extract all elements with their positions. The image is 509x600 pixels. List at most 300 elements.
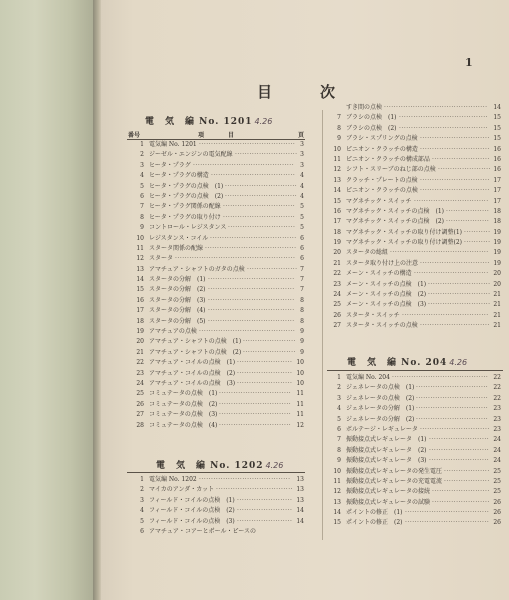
entry-number: 10 (136, 234, 144, 242)
toc-list-1201 (132, 140, 304, 431)
toc-entry (329, 217, 501, 227)
entry-title: スタータ・スイッチの点検 (346, 322, 418, 330)
leader-dots: ··································· (405, 519, 490, 527)
entry-page: 5 (300, 213, 304, 221)
entry-title: ジェネレータの分解 (2) (346, 415, 415, 423)
entry-page: 23 (493, 425, 501, 433)
entry-page: 22 (493, 394, 501, 402)
entry-title: 振動接点式レギュレータ (1) (346, 436, 427, 444)
entry-number: 12 (333, 166, 341, 174)
entry-title: マイカのアンダ・カット (149, 486, 215, 494)
entry-title: 振動接点式レギュレータの試験 (346, 498, 431, 506)
toc-entry (329, 300, 501, 310)
entry-number: 27 (333, 322, 341, 330)
toc-entry (132, 358, 304, 368)
leader-dots: ··································· (211, 172, 296, 180)
leader-dots: ·················· (446, 207, 490, 215)
leader-dots: ····································· (399, 124, 489, 132)
toc-entry (329, 456, 501, 466)
entry-title: ヒータ・プラグの点検 (1) (149, 182, 224, 190)
entry-page: 25 (493, 488, 501, 496)
toc-entry (329, 290, 501, 300)
leader-dots: ·················································· (175, 255, 296, 263)
entry-number: 28 (136, 421, 144, 429)
entry-number: 22 (333, 270, 341, 278)
entry-title: コミュテータの点検 (3) (149, 411, 218, 419)
entry-page: 17 (493, 176, 501, 184)
entry-number: 20 (136, 338, 144, 346)
entry-page: 18 (493, 218, 501, 226)
entry-number: 17 (333, 218, 341, 226)
entry-number: 26 (333, 311, 341, 319)
entry-title: シフト・スリーブのねじ部の点検 (346, 166, 436, 174)
entry-title: ヒータ・プラグの点検 (2) (149, 192, 224, 200)
entry-title: ボルテージ・レギュレータ (346, 425, 418, 433)
toc-entry (329, 113, 501, 123)
entry-page: 5 (300, 224, 304, 232)
leader-dots: ································ (216, 486, 294, 494)
entry-page: 10 (296, 369, 304, 377)
entry-page: 3 (300, 151, 304, 159)
leader-dots: ··········································· (384, 104, 488, 111)
toc-entry (132, 254, 304, 264)
toc-entry (132, 285, 304, 295)
entry-number: 19 (136, 328, 144, 336)
entry-number: 5 (140, 517, 144, 525)
leader-dots: ······················· (237, 359, 293, 367)
entry-number: 14 (333, 187, 341, 195)
entry-title: コミュテータの点検 (4) (149, 421, 218, 429)
toc-entry (329, 425, 501, 435)
entry-title: 振動接点式レギュレータの発生電圧 (346, 467, 443, 475)
toc-entry (329, 238, 501, 248)
leader-dots: ···································· (208, 296, 295, 304)
leader-dots: ······················ (438, 166, 491, 174)
section-rule-1202 (127, 472, 305, 473)
toc-entry (132, 140, 304, 150)
entry-title: アマチュア・コイルの点検 (3) (149, 379, 236, 387)
entry-page: 21 (493, 291, 501, 299)
entry-page: 15 (493, 135, 501, 143)
entry-title: スタータの分解 (5) (149, 317, 206, 325)
entry-page: 8 (300, 317, 304, 325)
toc-entry (329, 259, 501, 269)
entry-page: 19 (493, 259, 501, 267)
toc-entry (329, 134, 501, 144)
entry-title: スタータの分解 (4) (149, 307, 206, 315)
entry-title: クラッチ・プレートの点検 (346, 176, 418, 184)
entry-page: 5 (300, 203, 304, 211)
entry-page: 21 (493, 301, 501, 309)
entry-page: 25 (493, 477, 501, 485)
toc-entry (329, 103, 501, 113)
leader-dots: ········································ (199, 141, 296, 148)
section-title-204: 電 気 編 No. 204 (347, 358, 448, 368)
entry-number: 5 (140, 182, 144, 190)
leader-dots: ······························ (219, 390, 292, 398)
leader-dots: ···································· (208, 307, 295, 315)
entry-title: マグネチック・スイッチの取り付け調整(2) (346, 239, 463, 247)
entry-page: 3 (300, 141, 304, 148)
toc-entry (329, 145, 501, 155)
entry-title: スタータの分解 (1) (149, 276, 206, 284)
entry-title: ヒータ・プラグの構造 (149, 172, 209, 180)
leader-dots: ····························· (420, 176, 490, 184)
toc-list-1202 (132, 475, 304, 537)
entry-number: 10 (333, 145, 341, 153)
leader-dots: ······························ (225, 192, 298, 200)
entry-number: 13 (136, 265, 144, 273)
entry-number: 15 (333, 519, 341, 527)
entry-title: すき間の点検 (346, 104, 383, 111)
leader-dots: ························ (432, 498, 490, 506)
entry-number: 11 (333, 477, 341, 485)
entry-title: アマチュア・シャフトの点検 (2) (149, 348, 242, 356)
entry-number: 12 (136, 255, 144, 263)
toc-entry (132, 275, 304, 285)
toc-entry (329, 498, 501, 508)
toc-entry (132, 150, 304, 160)
toc-entry (132, 337, 304, 347)
toc-entry (329, 197, 501, 207)
entry-page: 12 (296, 421, 304, 429)
leader-dots: ······························ (219, 411, 292, 419)
toc-entry (329, 165, 501, 175)
leader-dots: ···························· (228, 224, 296, 232)
entry-title: メーン・スイッチの点検 (2) (346, 291, 427, 299)
entry-number: 16 (136, 296, 144, 304)
entry-number: 11 (333, 155, 341, 163)
section-rule-204 (327, 370, 503, 371)
toc-entry (132, 400, 304, 410)
entry-page: 9 (300, 328, 304, 336)
entry-title: マグネチック・スイッチの取り付け調整(1) (346, 228, 463, 236)
entry-page: 8 (300, 307, 304, 315)
toc-entry (329, 186, 501, 196)
toc-entry (132, 517, 304, 527)
toc-entry (329, 280, 501, 290)
leader-dots: ······················ (243, 338, 296, 346)
leader-dots: ······························ (223, 203, 296, 211)
entry-title: ジェネレータの分解 (1) (346, 405, 415, 413)
entry-number: 6 (140, 192, 144, 200)
entry-title: スタータの分解 (2) (149, 286, 206, 294)
entry-number: 24 (333, 291, 341, 299)
leader-dots: ························· (429, 446, 490, 454)
leader-dots: ························ (432, 488, 490, 496)
entry-page: 14 (296, 507, 304, 515)
entry-page: 7 (300, 276, 304, 284)
handwritten-date-204: 4.26 (449, 358, 468, 367)
entry-page: 21 (493, 311, 501, 319)
entry-page: 8 (300, 296, 304, 304)
entry-number: 18 (333, 228, 341, 236)
toc-entry (329, 248, 501, 258)
entry-title: スタータ関係の配線 (149, 244, 204, 252)
entry-title: マグネチック・スイッチの点検 (1) (346, 207, 445, 215)
leader-dots: ··················· (444, 467, 490, 475)
toc-entry (329, 508, 501, 518)
entry-title: フィールド・コイルの点検 (1) (149, 496, 235, 504)
entry-number: 19 (333, 239, 341, 247)
entry-page: 6 (300, 255, 304, 263)
toc-entry (329, 155, 501, 165)
toc-entry (132, 161, 304, 171)
entry-page: 10 (296, 359, 304, 367)
leader-dots: ···································· (208, 276, 295, 284)
entry-page: 4 (300, 172, 304, 180)
leader-dots: ····································· (399, 114, 489, 122)
entry-title: スタータ取り付け上の注意 (346, 259, 419, 267)
entry-page: 9 (300, 348, 304, 356)
leader-dots: ························· (429, 436, 490, 444)
handwritten-date-1201: 4.26 (254, 117, 273, 126)
entry-title: ポイントの修正 (1) (346, 509, 403, 517)
entry-title: スタータ・スイッチ (346, 311, 400, 319)
entry-number: 23 (333, 280, 341, 288)
leader-dots: ··········· (464, 228, 491, 236)
page-title: 目次 (257, 83, 384, 101)
entry-number: 17 (136, 307, 144, 315)
leader-dots: ····························· (420, 145, 490, 153)
entry-title: ブラシの点検 (2) (346, 124, 397, 132)
leader-dots: ····························· (420, 425, 490, 433)
entry-title: 振動接点式レギュレータの接続 (346, 488, 431, 496)
section-heading-1202 (156, 458, 283, 471)
entry-title: アマチュアの点検 (149, 328, 197, 336)
section-heading-1201 (145, 114, 272, 127)
entry-number: 8 (337, 124, 341, 132)
entry-title: スタータの総組 (346, 249, 389, 257)
entry-page: 16 (493, 155, 501, 163)
entry-page: 19 (493, 228, 501, 236)
entry-title: スタータ (149, 255, 174, 263)
section-title-1201: 電 気 編 No. 1201 (145, 117, 253, 127)
entry-title: アマチュア・シャフトのガタの点検 (149, 265, 245, 273)
entry-number: 2 (140, 486, 144, 494)
toc-entry (132, 506, 304, 516)
toc-entry (132, 202, 304, 212)
entry-page: 17 (493, 197, 501, 205)
entry-page: 14 (296, 517, 304, 525)
section-title-1202: 電 気 編 No. 1202 (156, 461, 264, 471)
entry-title: 電気編 No. 204 (346, 374, 390, 381)
leader-dots: ····························· (420, 187, 490, 195)
entry-page: 15 (493, 124, 501, 132)
leader-dots: ·········································· (193, 161, 295, 169)
toc-entry (132, 192, 304, 202)
entry-number: 27 (136, 411, 144, 419)
entry-page: 26 (493, 519, 501, 527)
leader-dots: ····························· (420, 322, 490, 330)
entry-number: 14 (136, 276, 144, 284)
entry-title: ピニオン・クラッチの構成部品 (346, 155, 430, 163)
entry-page: 22 (493, 374, 501, 381)
entry-title: メーン・スイッチの点検 (1) (346, 280, 427, 288)
entry-title: ピニオン・クラッチの点検 (346, 187, 418, 195)
entry-number: 3 (337, 394, 341, 402)
leader-dots: ······················· (237, 496, 293, 504)
entry-number: 12 (333, 488, 341, 496)
entry-page: 18 (493, 207, 501, 215)
entry-page: 11 (296, 390, 304, 398)
leader-dots: ······························ (416, 405, 489, 413)
entry-page: 23 (493, 415, 501, 423)
toc-entry (132, 475, 304, 485)
entry-page: 22 (493, 384, 501, 392)
toc-entry (329, 518, 501, 528)
toc-entry (132, 234, 304, 244)
entry-title: マグネチック・スイッチの点検 (2) (346, 218, 445, 226)
entry-title: フィールド・コイルの点検 (2) (149, 507, 235, 515)
entry-page: 11 (296, 400, 304, 408)
toc-entry (132, 317, 304, 327)
entry-page: 20 (493, 270, 501, 278)
toc-page (101, 0, 509, 600)
entry-page: 4 (300, 192, 304, 200)
entry-number: 18 (136, 317, 144, 325)
entry-page: 24 (493, 457, 501, 465)
toc-entry (329, 124, 501, 134)
leader-dots: ········································· (390, 249, 489, 257)
leader-dots: ······································ (199, 476, 291, 483)
entry-number: 5 (337, 415, 341, 423)
toc-entry (329, 383, 501, 393)
entry-number: 3 (140, 161, 144, 169)
entry-number: 4 (140, 507, 144, 515)
toc-entry (329, 415, 501, 425)
leader-dots: ······································ (205, 244, 297, 252)
entry-page: 14 (493, 104, 501, 111)
entry-title: マグネチック・スイッチ (346, 197, 412, 205)
leader-dots: ·················· (446, 218, 490, 226)
toc-entry (132, 389, 304, 399)
entry-number: 21 (333, 259, 341, 267)
leader-dots: ······························ (416, 394, 489, 402)
column-divider (322, 110, 323, 540)
leader-dots: ······························ (416, 415, 489, 423)
leader-dots: ······························ (219, 400, 292, 408)
entry-title: ピニオン・クラッチの構造 (346, 145, 418, 153)
entry-page: 6 (300, 244, 304, 252)
entry-title: ジェネレータの点検 (2) (346, 394, 415, 402)
leader-dots: ······················· (237, 507, 293, 515)
entry-title: 電気編 No. 1202 (149, 476, 197, 483)
leader-dots: ··································· (405, 509, 490, 517)
leader-dots: ······················· (237, 379, 293, 387)
entry-page: 6 (300, 234, 304, 242)
entry-number: 2 (140, 151, 144, 159)
page-number: 1 (465, 56, 473, 69)
entry-title: ジェネレータの点検 (1) (346, 384, 415, 392)
toc-entry (329, 394, 501, 404)
leader-dots: ········································ (199, 328, 296, 336)
entry-number: 9 (140, 224, 144, 232)
entry-number: 9 (337, 135, 341, 143)
entry-page: 4 (300, 182, 304, 190)
binding-spine (0, 0, 100, 600)
col-header-page: 頁 (297, 132, 304, 139)
entry-title: コミュテータの点検 (2) (149, 400, 218, 408)
entry-number: 8 (140, 213, 144, 221)
toc-entry (329, 176, 501, 186)
handwritten-date-1202: 4.26 (265, 461, 284, 470)
entry-page: 13 (296, 476, 304, 483)
entry-page: 13 (296, 486, 304, 494)
entry-page: 21 (493, 322, 501, 330)
toc-list-204 (329, 373, 501, 529)
entry-number: 16 (333, 207, 341, 215)
leader-dots: ·························· (428, 301, 491, 309)
toc-entry (132, 421, 304, 431)
entry-page: 26 (493, 498, 501, 506)
entry-title: コントロール・レジスタンス (149, 224, 227, 232)
entry-number: 6 (140, 527, 144, 535)
entry-page: 23 (493, 405, 501, 413)
toc-entry (132, 485, 304, 495)
leader-dots: ······························· (414, 197, 489, 205)
entry-title: 振動接点式レギュレータの充電電流 (346, 477, 443, 485)
entry-number: 1 (140, 476, 144, 483)
entry-number: 14 (333, 509, 341, 517)
entry-page: 17 (493, 187, 501, 195)
entry-number: 24 (136, 379, 144, 387)
toc-entry (132, 244, 304, 254)
entry-number: 20 (333, 249, 341, 257)
entry-title: アマチュア・シャフトの点検 (1) (149, 338, 242, 346)
entry-page: 16 (493, 145, 501, 153)
leader-dots: ·························· (428, 280, 491, 288)
entry-page: 13 (296, 496, 304, 504)
leader-dots: ······························ (225, 182, 298, 190)
entry-title: アマチュア・コイルの点検 (1) (149, 359, 236, 367)
entry-page: 15 (493, 114, 501, 122)
entry-number: 25 (333, 301, 341, 309)
entry-number: 7 (337, 436, 341, 444)
entry-number: 7 (140, 203, 144, 211)
entry-page: 10 (296, 379, 304, 387)
toc-entry (132, 223, 304, 233)
entry-title: ブラシ・スプリングの点検 (346, 135, 418, 143)
entry-number: 4 (140, 172, 144, 180)
entry-number: 9 (337, 457, 341, 465)
toc-entry (132, 296, 304, 306)
entry-number: 10 (333, 467, 341, 475)
leader-dots: ······················ (243, 348, 296, 356)
entry-number: 13 (333, 176, 341, 184)
entry-number: 15 (136, 286, 144, 294)
toc-list-continued (329, 103, 501, 332)
entry-page: 20 (493, 280, 501, 288)
toc-entry (329, 228, 501, 238)
toc-entry (132, 369, 304, 379)
toc-entry (132, 348, 304, 358)
toc-entry (329, 321, 501, 331)
entry-number: 7 (337, 114, 341, 122)
section-heading-204 (347, 355, 467, 368)
leader-dots: ··················· (444, 477, 490, 485)
entry-title: メーン・スイッチの点検 (3) (346, 301, 427, 309)
entry-page: 3 (300, 161, 304, 169)
toc-entry (329, 435, 501, 445)
entry-title: ポイントの修正 (2) (346, 519, 403, 527)
leader-dots: ··········· (464, 239, 491, 247)
entry-page: 9 (300, 338, 304, 346)
toc-entry (329, 446, 501, 456)
entry-page: 24 (493, 446, 501, 454)
leader-dots: ······························· (414, 270, 489, 278)
entry-number: 21 (136, 348, 144, 356)
